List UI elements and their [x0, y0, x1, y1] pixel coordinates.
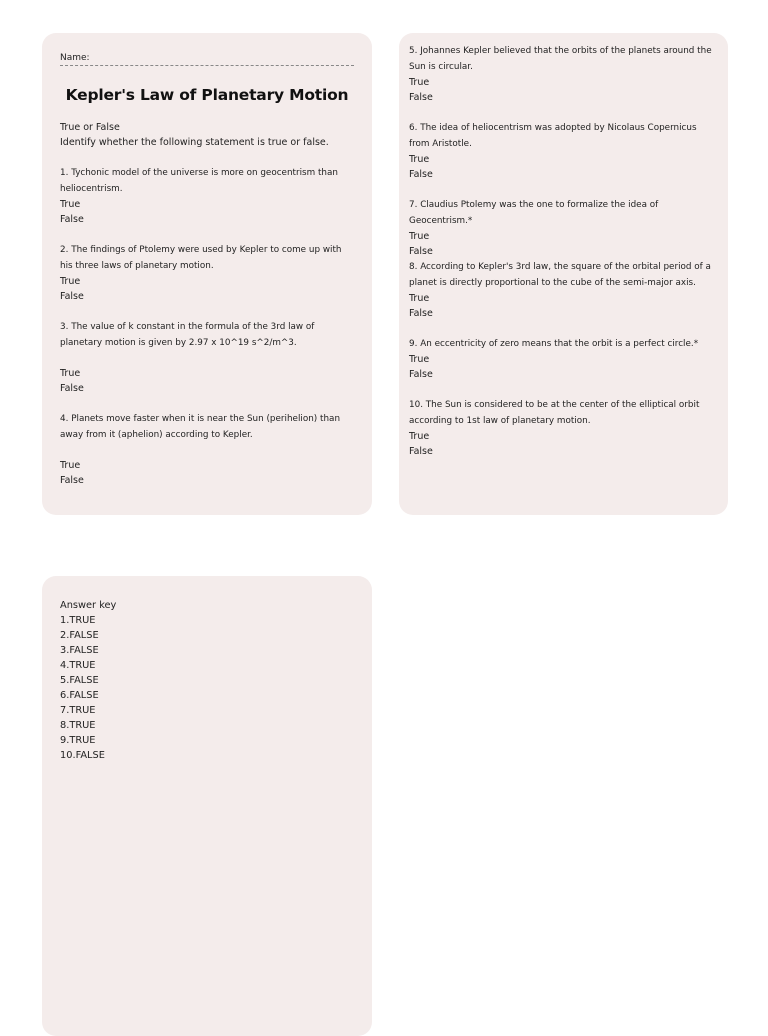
answer-item: 8.TRUE: [60, 720, 96, 731]
option-false[interactable]: False: [409, 169, 433, 180]
question-5: [409, 43, 718, 105]
option-false[interactable]: False: [409, 308, 433, 319]
answer-item: 6.FALSE: [60, 690, 99, 701]
question-text: 10. The Sun is considered to be at the center of the elliptical orbit according to 1st law of planetary motion.: [409, 400, 700, 426]
question-text: 7. Claudius Ptolemy was the one to formalize the idea of Geocentrism.*: [409, 200, 659, 226]
question-4: [60, 411, 354, 488]
answer-item: 5.FALSE: [60, 675, 99, 686]
option-true[interactable]: True: [409, 431, 430, 442]
question-10: [409, 397, 718, 459]
option-false[interactable]: False: [60, 383, 84, 394]
question-text: 9. An eccentricity of zero means that the orbit is a perfect circle.*: [409, 339, 699, 349]
option-true[interactable]: True: [409, 154, 430, 165]
question-3: [60, 319, 354, 396]
name-label: Name:: [60, 53, 90, 63]
name-field[interactable]: [60, 53, 354, 66]
question-2: [60, 242, 354, 304]
question-text: 6. The idea of heliocentrism was adopted by Nicolaus Copernicus from Aristotle.: [409, 123, 697, 149]
instructions: Identify whether the following statement is true or false.: [60, 137, 329, 148]
question-text: 4. Planets move faster when it is near the Sun (perihelion) than away from it (aphelion) according to Kepler.: [60, 414, 341, 440]
spacer: [60, 351, 354, 366]
answer-item: 9.TRUE: [60, 735, 96, 746]
option-true[interactable]: True: [409, 231, 430, 242]
section-title: True or False: [60, 122, 120, 133]
worksheet-card-left: [42, 33, 372, 515]
question-7: [409, 197, 718, 259]
question-text: 2. The findings of Ptolemy were used by Kepler to come up with his three laws of planetary motion.: [60, 245, 342, 271]
option-true[interactable]: True: [60, 460, 81, 471]
answer-item: 7.TRUE: [60, 705, 96, 716]
option-true[interactable]: True: [60, 199, 81, 210]
answer-key-heading: Answer key: [60, 600, 117, 611]
question-text: 3. The value of k constant in the formula of the 3rd law of planetary motion is given by 2.97 x 10^19 s^2/m^3.: [60, 322, 315, 348]
answer-item: 1.TRUE: [60, 615, 96, 626]
question-8: [409, 259, 718, 321]
option-false[interactable]: False: [60, 214, 84, 225]
option-true[interactable]: True: [60, 368, 81, 379]
option-false[interactable]: False: [409, 246, 433, 257]
answer-item: 3.FALSE: [60, 645, 99, 656]
question-text: 8. According to Kepler's 3rd law, the square of the orbital period of a planet is directly proportional to the cube of the semi-major axis.: [409, 262, 711, 288]
question-text: 1. Tychonic model of the universe is more on geocentrism than heliocentrism.: [60, 168, 338, 194]
option-false[interactable]: False: [409, 92, 433, 103]
option-true[interactable]: True: [409, 354, 430, 365]
option-true[interactable]: True: [409, 293, 430, 304]
answer-item: 2.FALSE: [60, 630, 99, 641]
question-text: 5. Johannes Kepler believed that the orbits of the planets around the Sun is circular.: [409, 46, 712, 72]
option-false[interactable]: False: [60, 475, 84, 486]
option-false[interactable]: False: [60, 291, 84, 302]
worksheet-title: Kepler's Law of Planetary Motion: [65, 86, 349, 104]
question-9: [409, 336, 718, 382]
worksheet-card-right: [399, 33, 728, 515]
option-true[interactable]: True: [60, 276, 81, 287]
option-false[interactable]: False: [409, 369, 433, 380]
option-true[interactable]: True: [409, 77, 430, 88]
question-1: [60, 165, 354, 227]
answer-item: 4.TRUE: [60, 660, 96, 671]
option-false[interactable]: False: [409, 446, 433, 457]
spacer: [60, 443, 354, 458]
question-6: [409, 120, 718, 182]
answer-key-card: [42, 576, 372, 1036]
answer-item: 10.FALSE: [60, 750, 105, 761]
